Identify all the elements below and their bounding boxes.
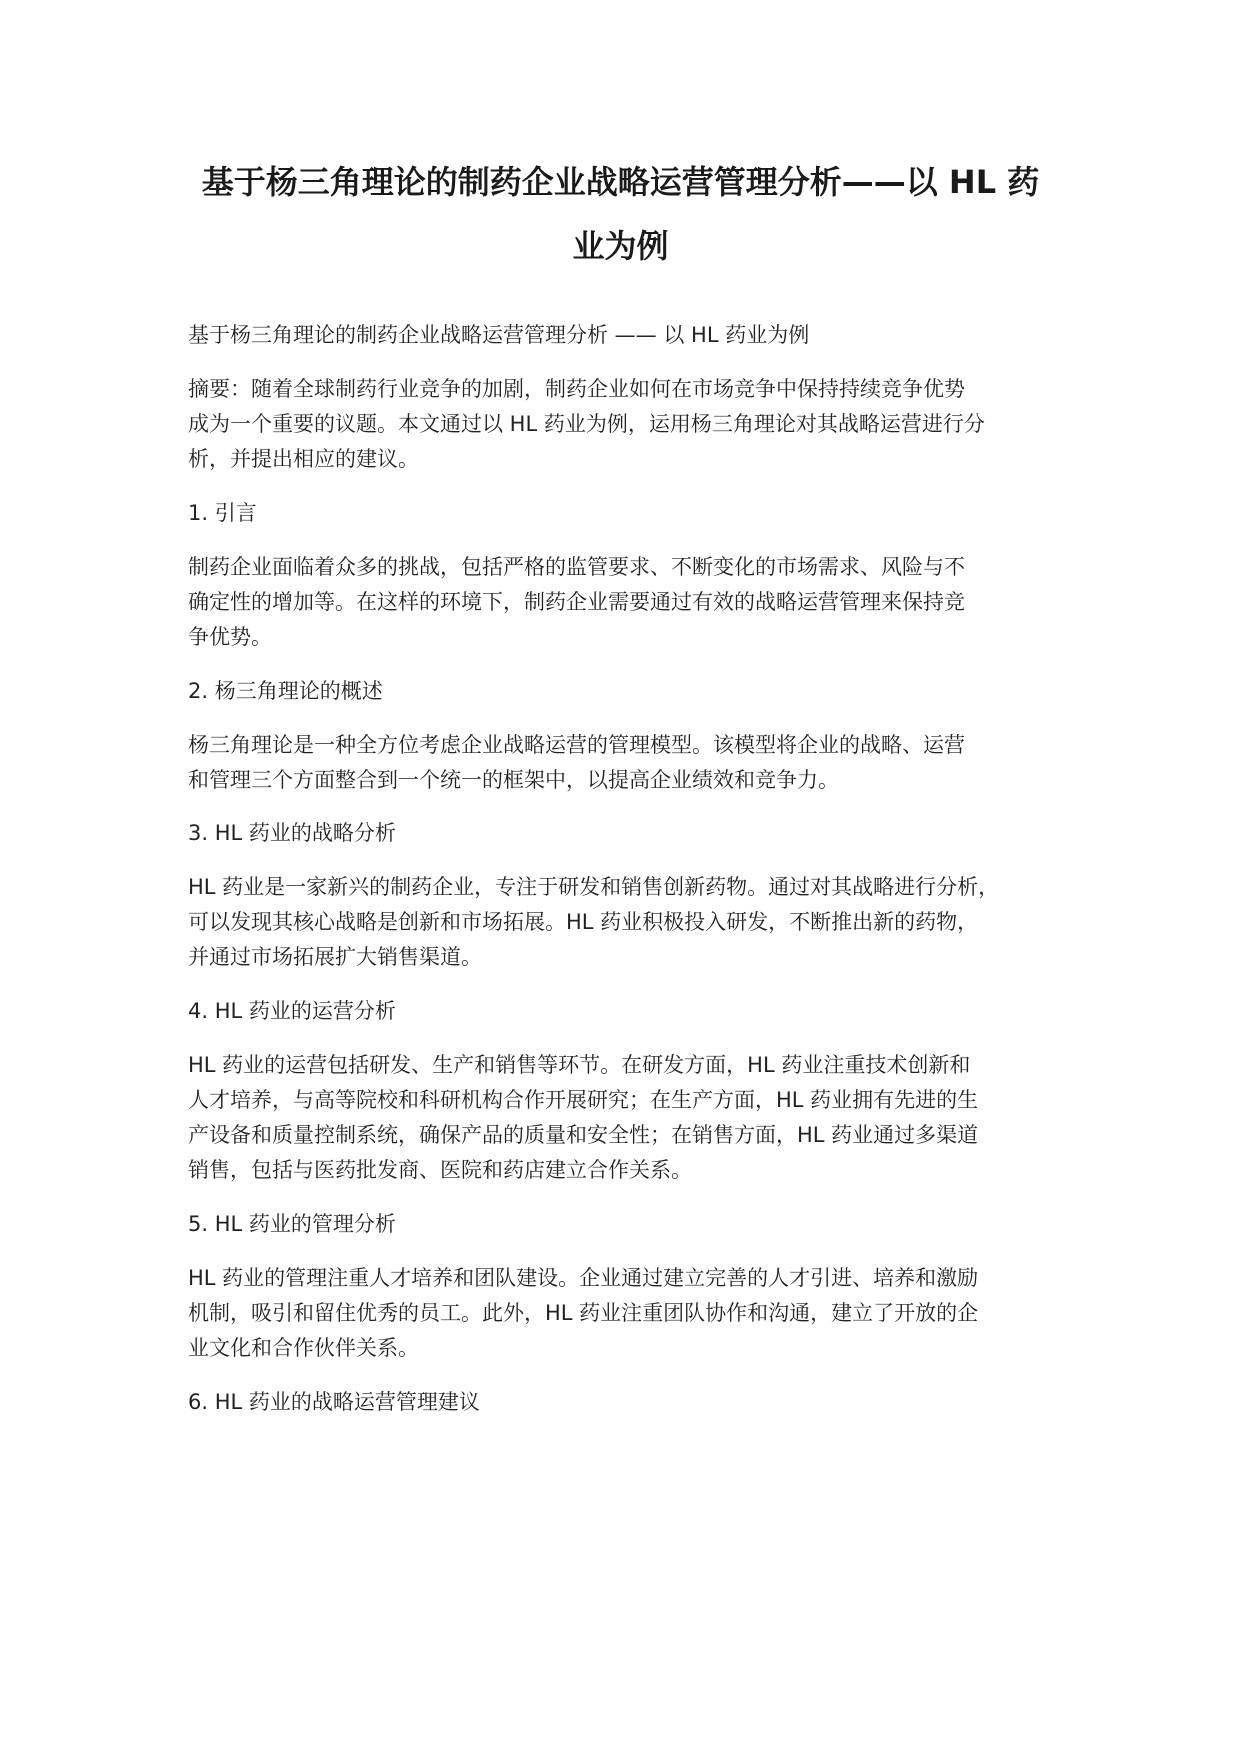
section-3-line-2: 可以发现其核心战略是创新和市场拓展。HL 药业积极投入研发，不断推出新的药物， (188, 910, 979, 934)
section-5-line-3: 业文化和合作伙伴关系。 (188, 1336, 419, 1360)
document-title-line-2: 业为例 (572, 227, 669, 265)
section-4-line-1: HL 药业的运营包括研发、生产和销售等环节。在研发方面，HL 药业注重技术创新和 (188, 1053, 971, 1077)
document-title-line-1: 基于杨三角理论的制药企业战略运营管理分析——以 HL 药 (201, 163, 1040, 201)
section-2-line-1: 杨三角理论是一种全方位考虑企业战略运营的管理模型。该模型将企业的战略、运营 (188, 733, 965, 757)
section-heading-1: 1. 引言 (188, 501, 257, 525)
section-4-line-3: 产设备和质量控制系统，确保产品的质量和安全性；在销售方面，HL 药业通过多渠道 (188, 1123, 979, 1147)
abstract-line-2: 成为一个重要的议题。本文通过以 HL 药业为例，运用杨三角理论对其战略运营进行分 (188, 412, 985, 436)
section-5-line-2: 机制，吸引和留住优秀的员工。此外，HL 药业注重团队协作和沟通，建立了开放的企 (188, 1301, 979, 1325)
abstract-line-3: 析，并提出相应的建议。 (188, 447, 419, 471)
subtitle-line: 基于杨三角理论的制药企业战略运营管理分析 —— 以 HL 药业为例 (188, 323, 810, 347)
section-1-line-3: 争优势。 (188, 625, 272, 649)
section-heading-5: 5. HL 药业的管理分析 (188, 1212, 396, 1236)
section-1-line-2: 确定性的增加等。在这样的环境下，制药企业需要通过有效的战略运营管理来保持竞 (188, 590, 965, 614)
section-2-line-2: 和管理三个方面整合到一个统一的框架中，以提高企业绩效和竞争力。 (188, 768, 839, 792)
abstract-line-1: 摘要：随着全球制药行业竞争的加剧，制药企业如何在市场竞争中保持持续竞争优势 (188, 377, 965, 401)
section-4-line-4: 销售，包括与医药批发商、医院和药店建立合作关系。 (188, 1158, 692, 1182)
section-heading-4: 4. HL 药业的运营分析 (188, 999, 396, 1023)
section-5-line-1: HL 药业的管理注重人才培养和团队建设。企业通过建立完善的人才引进、培养和激励 (188, 1266, 979, 1290)
section-heading-3: 3. HL 药业的战略分析 (188, 821, 396, 845)
section-1-line-1: 制药企业面临着众多的挑战，包括严格的监管要求、不断变化的市场需求、风险与不 (188, 555, 965, 579)
section-3-line-1: HL 药业是一家新兴的制药企业，专注于研发和销售创新药物。通过对其战略进行分析， (188, 875, 1000, 899)
section-3-line-3: 并通过市场拓展扩大销售渠道。 (188, 945, 482, 969)
section-heading-6: 6. HL 药业的战略运营管理建议 (188, 1390, 480, 1414)
section-4-line-2: 人才培养，与高等院校和科研机构合作开展研究；在生产方面，HL 药业拥有先进的生 (188, 1088, 979, 1112)
section-heading-2: 2. 杨三角理论的概述 (188, 679, 383, 703)
